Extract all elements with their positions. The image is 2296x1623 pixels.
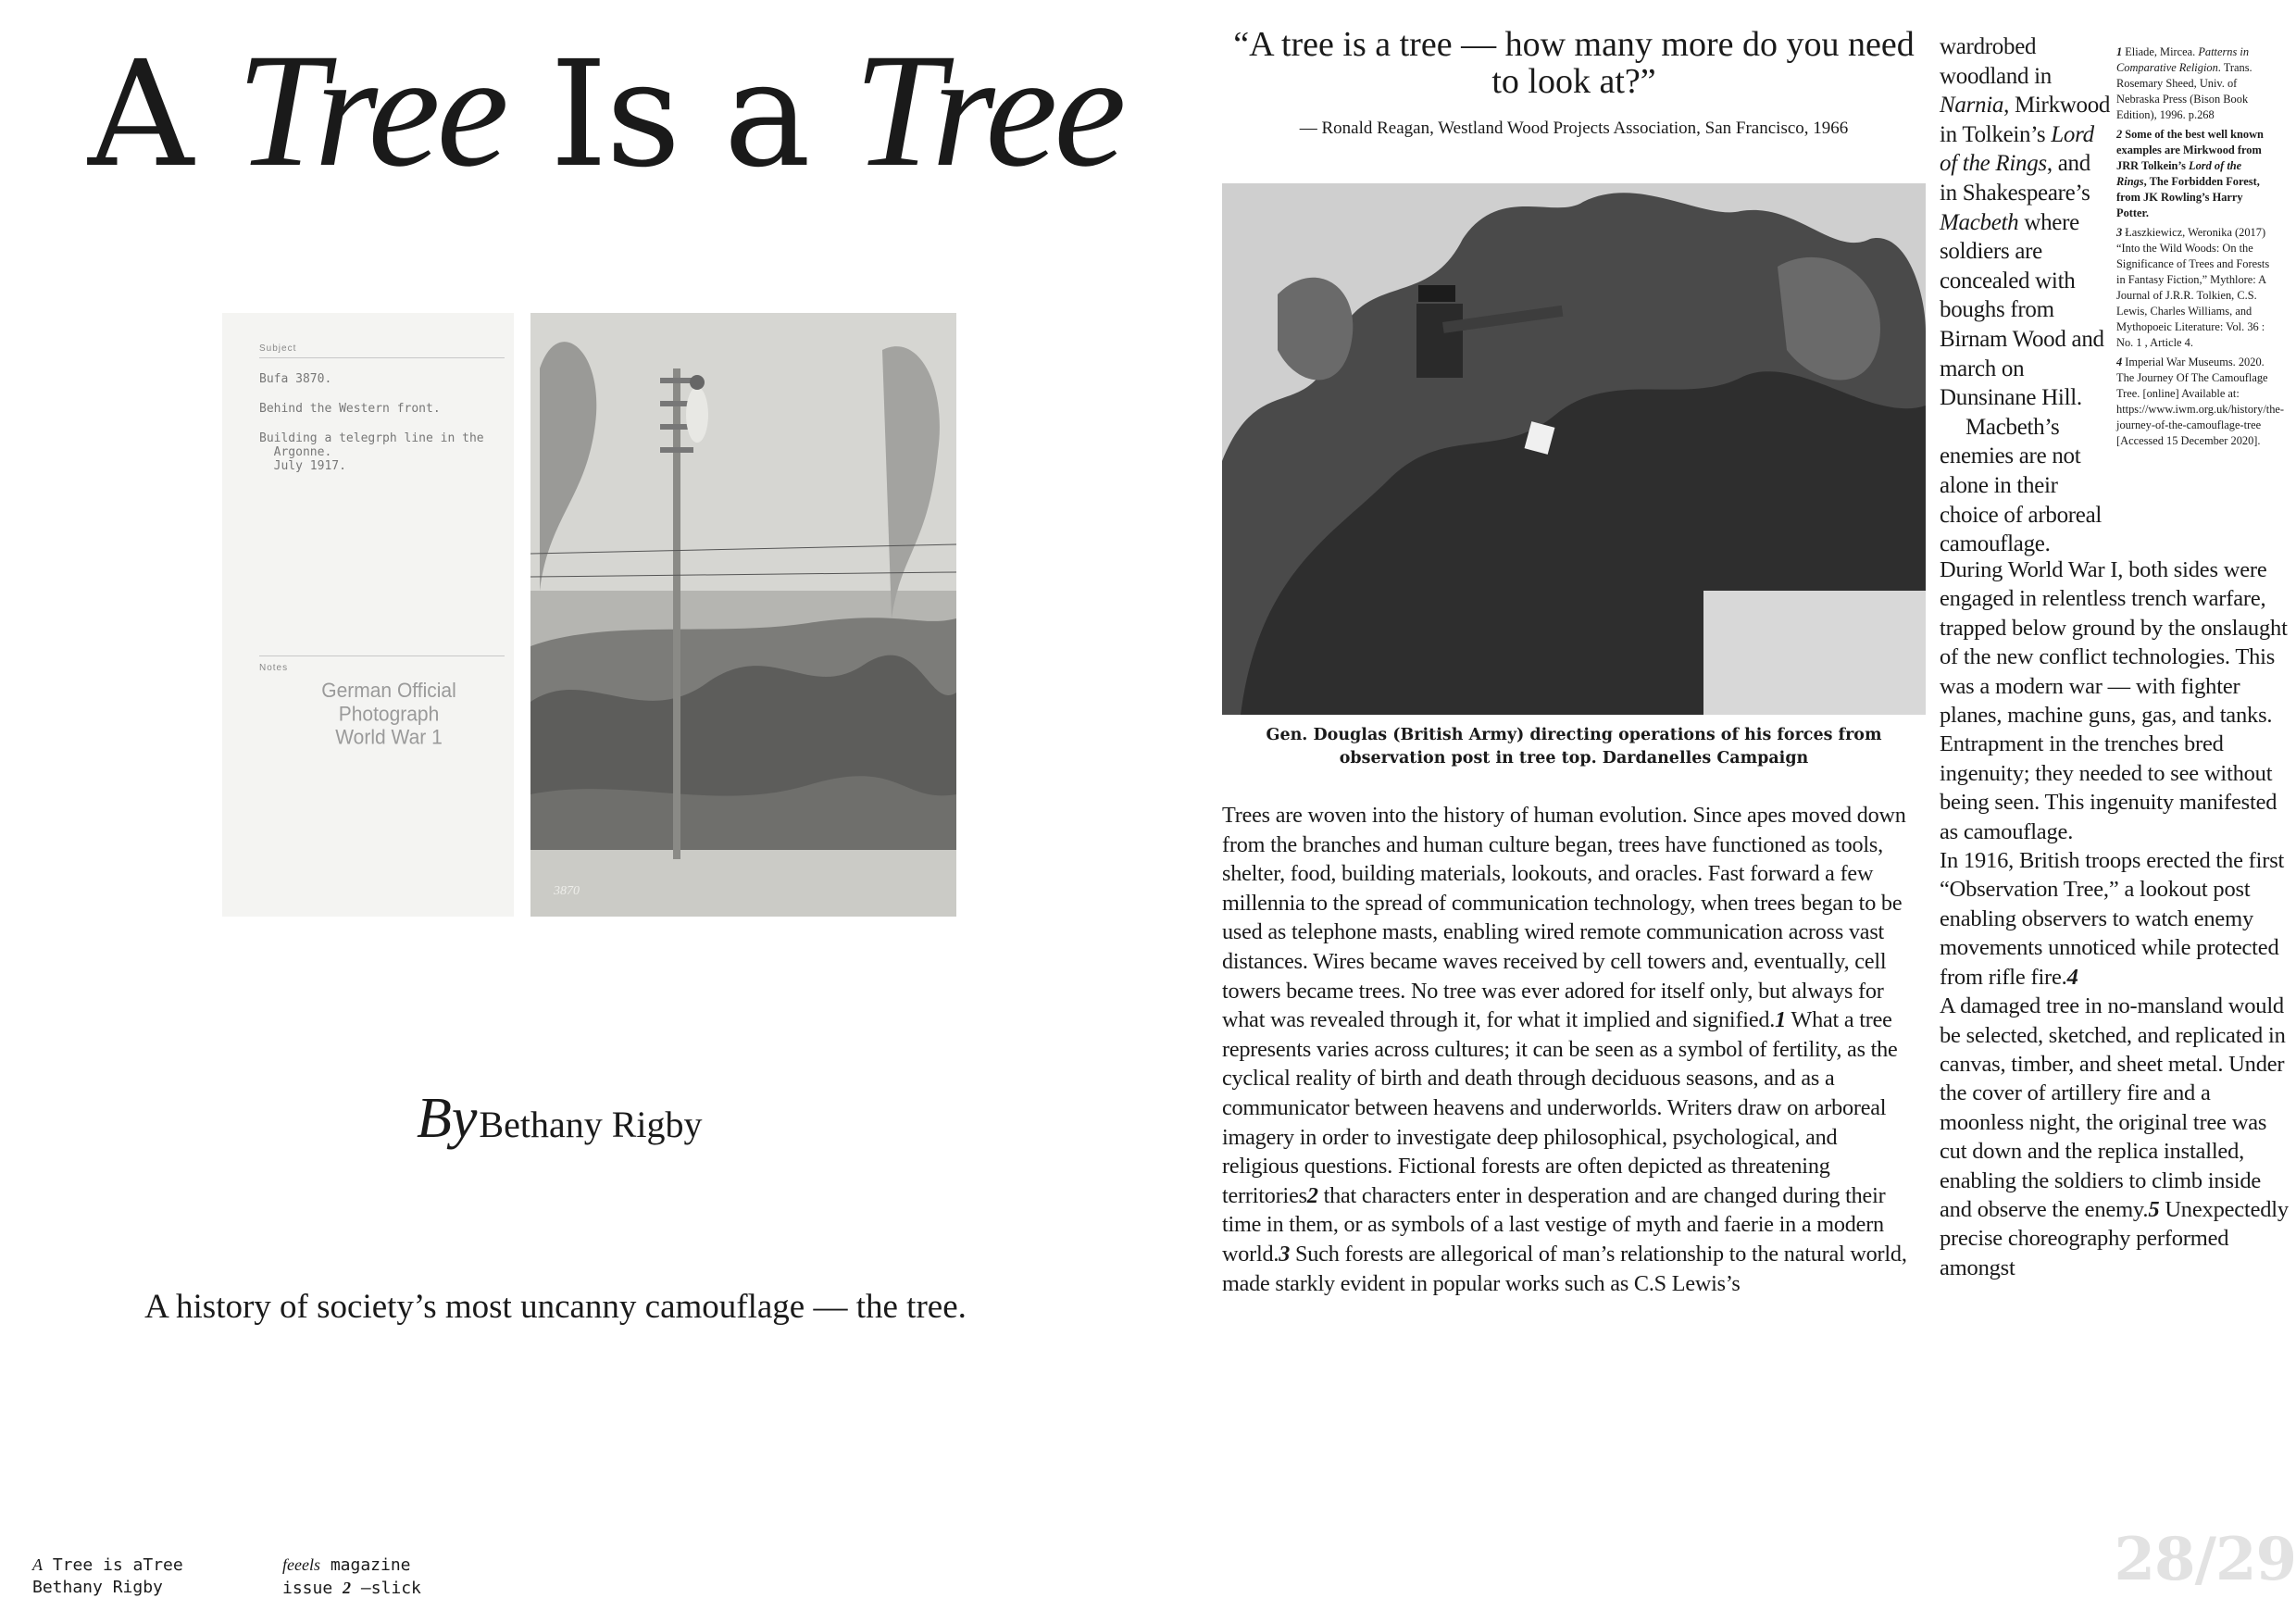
observation-tree-photo: [1222, 183, 1926, 715]
footnote-text: Eliade, Mircea.: [2125, 45, 2199, 58]
body-paragraph: [1940, 846, 2296, 992]
footer-author: Bethany Rigby: [32, 1578, 163, 1597]
book-title: Lord of the Rings: [1940, 121, 2094, 177]
body-text: Trees are woven into the history of human evolution. Since apes moved down from the branches and human culture began, trees have functioned as tools, shelter, food, building materials, lookouts, and oracles. Fast forward a few millennia to the spread of communication technology, when trees began to be used as telephone masts, enabling wired remote communication across vast distances. Wires became waves received by cell towers and, eventually, cell towers became trees.: [1222, 803, 1906, 1004]
body-text: Macbeth’s enemies are not alone in their choice of arboreal camouflage.: [1940, 414, 2103, 557]
title-word-tree-2: Tree: [854, 20, 1123, 201]
article-body: [1222, 801, 1907, 1298]
byline-by: By: [417, 1087, 478, 1150]
footnote-number: 2: [2116, 128, 2123, 141]
notes-label: Notes: [259, 663, 289, 673]
magazine-mark: feeels: [282, 1555, 320, 1574]
title-word-tree-1: Tree: [236, 20, 505, 201]
archive-line: Argonne.: [259, 445, 332, 459]
archive-line: July 1917.: [259, 459, 346, 473]
body-text: Unexpectedly precise choreography performed amongst: [1940, 1196, 2289, 1280]
telegraph-pole-illustration: [530, 313, 956, 917]
footnote-ref[interactable]: 2: [1306, 1182, 1318, 1208]
body-text: What a tree represents varies across cultures; it can be seen as a symbol of fertility, as the cyclical reality of birth and death through deciduous seasons, and as a communicator between heavens and underworlds. Writers draw on arboreal imagery in order to investigate deep philosophical, psychological, and religious questions. Fictional forests are often depicted as threatening territories: [1222, 1007, 1898, 1208]
photo-number: 3870: [554, 884, 580, 898]
issue-label: issue: [282, 1579, 333, 1598]
body-text: No tree was ever adored for itself only, but always for what was revealed through it, for what it implied and signified.: [1222, 978, 1884, 1033]
body-text: In 1916, British troops erected the first “Observation Tree,” a lookout post enabling observers to watch enemy movements unnoticed while protected from rifle fire.: [1940, 848, 2285, 990]
body-text: Such forests are allegorical of man’s relationship to the natural world, made starkly evident in popular works such as C.S Lewis’s: [1222, 1241, 1907, 1296]
archive-line: Building a telegrph line in the: [259, 431, 484, 445]
footnote-ref[interactable]: 1: [1775, 1007, 1787, 1033]
archive-line: Bufa 3870.: [259, 372, 332, 386]
page-numbers: 28/29: [2114, 1525, 2296, 1594]
body-paragraph: [1940, 413, 2111, 559]
footer-running-title: [32, 1554, 236, 1599]
footnote-title: Patterns in Comparative Religion: [2116, 45, 2250, 74]
body-text: , Mirkwood in Tolkein’s: [1940, 93, 2111, 147]
footnote-title: Lord of the Rings: [2116, 159, 2242, 188]
telegraph-pole-photo: [530, 313, 956, 917]
body-text: that characters enter in desperation and are changed during their time in them, or as symbols of a last vestige of myth and faerie in a modern world.: [1222, 1182, 1886, 1267]
footer-magazine: [282, 1554, 486, 1600]
footnote: [2116, 44, 2274, 123]
footnotes: [2116, 44, 2285, 453]
body-text: wardrobed woodland in: [1940, 34, 2052, 89]
stamp-line: German Official Photograph: [321, 680, 456, 726]
footnote-text: . Trans. Rosemary Sheed, Univ. of Nebraska Press (Bison Book Edition), 1996. p.268: [2116, 61, 2252, 121]
body-text: where soldiers are concealed with boughs from Birnam Wood and march on Dunsinane Hill.: [1940, 209, 2104, 411]
magazine-label: magazine: [330, 1555, 411, 1575]
pull-quote: “A tree is a tree — how many more do you need to look at?”: [1233, 25, 1915, 101]
footnote-number: 1: [2116, 45, 2123, 58]
footnote: [2116, 127, 2274, 221]
archive-line: Behind the Western front.: [259, 402, 441, 416]
observation-post-illustration: [1222, 183, 1926, 715]
article-title: [88, 19, 1123, 204]
footnote-ref[interactable]: 4: [2066, 964, 2078, 990]
book-title: Narnia: [1940, 93, 2004, 119]
photo-caption: Gen. Douglas (British Army) directing operations of his forces from observation post in tree top. Dardanelles Campaign: [1266, 726, 1882, 768]
footnote-number: 4: [2116, 356, 2123, 368]
footnote: [2116, 355, 2285, 449]
archive-record-card: [222, 313, 514, 917]
body-paragraph: [1222, 801, 1907, 1298]
archive-stamp: [273, 680, 505, 750]
footnote-text: , The Forbidden Forest, from JK Rowling’s Harry Potter.: [2116, 175, 2260, 219]
divider: [259, 655, 505, 656]
body-text: During World War I, both sides were engaged in relentless trench warfare, trapped below ground by the onslaught of the new conflict technologies. This was a modern war — with fighter planes, machine guns, gas, and tanks. Entrapment in the trenches bred ingenuity; they needed to see without being seen. This ingenuity manifested as camouflage.: [1940, 557, 2288, 844]
footnote-text: Some of the best well known examples are Mirkwood from JRR Tolkein’s: [2116, 128, 2264, 172]
footnote-ref[interactable]: 5: [2148, 1196, 2160, 1222]
subject-label: Subject: [259, 343, 297, 354]
body-text: , and in Shakespeare’s: [1940, 151, 2090, 206]
article-subtitle: A history of society’s most uncanny camouflage — the tree.: [144, 1288, 967, 1326]
footnote-text: Łaszkiewicz, Weronika (2017) “Into the Wild Woods: On the Significance of Trees and Forests in Fantasy Fiction,” Mythlore: A Journal of J.R.R. Tolkien, C.S. Lewis, Charles Williams, and Mythopoeic Literature: Vol. 36 : No. 1 , Article 4.: [2116, 226, 2270, 349]
body-text: A damaged tree in no-mansland would be selected, sketched, and replicated in canvas, timber, and sheet metal. Under the cover of artillery fire and a moonless night, the original tree was cut down and the replica installed, enabling the soldiers to climb inside and observe the enemy.: [1940, 993, 2286, 1222]
body-column-2-narrow: [1940, 32, 2111, 559]
issue-suffix: —slick: [360, 1579, 421, 1598]
body-paragraph: [1940, 992, 2296, 1282]
footer-title: Tree is aTree: [52, 1555, 183, 1575]
divider: [259, 357, 505, 358]
footnote: [2116, 225, 2274, 351]
footer-mark: A: [32, 1555, 43, 1574]
body-column-2-wide: [1940, 556, 2296, 1282]
stamp-line: World War 1: [335, 726, 443, 749]
title-middle: Is a: [549, 30, 809, 200]
footnote-text: Imperial War Museums. 2020. The Journey Of The Camouflage Tree. [online] Available at: https://www.iwm.org.uk/history/the-journey-of-the-camouflage-tree [Accessed 15 December 2020].: [2116, 356, 2285, 447]
byline: [417, 1081, 787, 1155]
title-article: A: [88, 30, 193, 200]
body-paragraph: [1940, 32, 2111, 413]
book-title: Macbeth: [1940, 209, 2019, 235]
quote-attribution: — Ronald Reagan, Westland Wood Projects Association, San Francisco, 1966: [1299, 119, 1849, 138]
footnote-number: 3: [2116, 226, 2123, 239]
issue-number: 2: [343, 1579, 352, 1597]
author-name: Bethany Rigby: [479, 1104, 703, 1145]
footnote-ref[interactable]: 3: [1279, 1241, 1291, 1267]
body-paragraph: [1940, 556, 2296, 846]
